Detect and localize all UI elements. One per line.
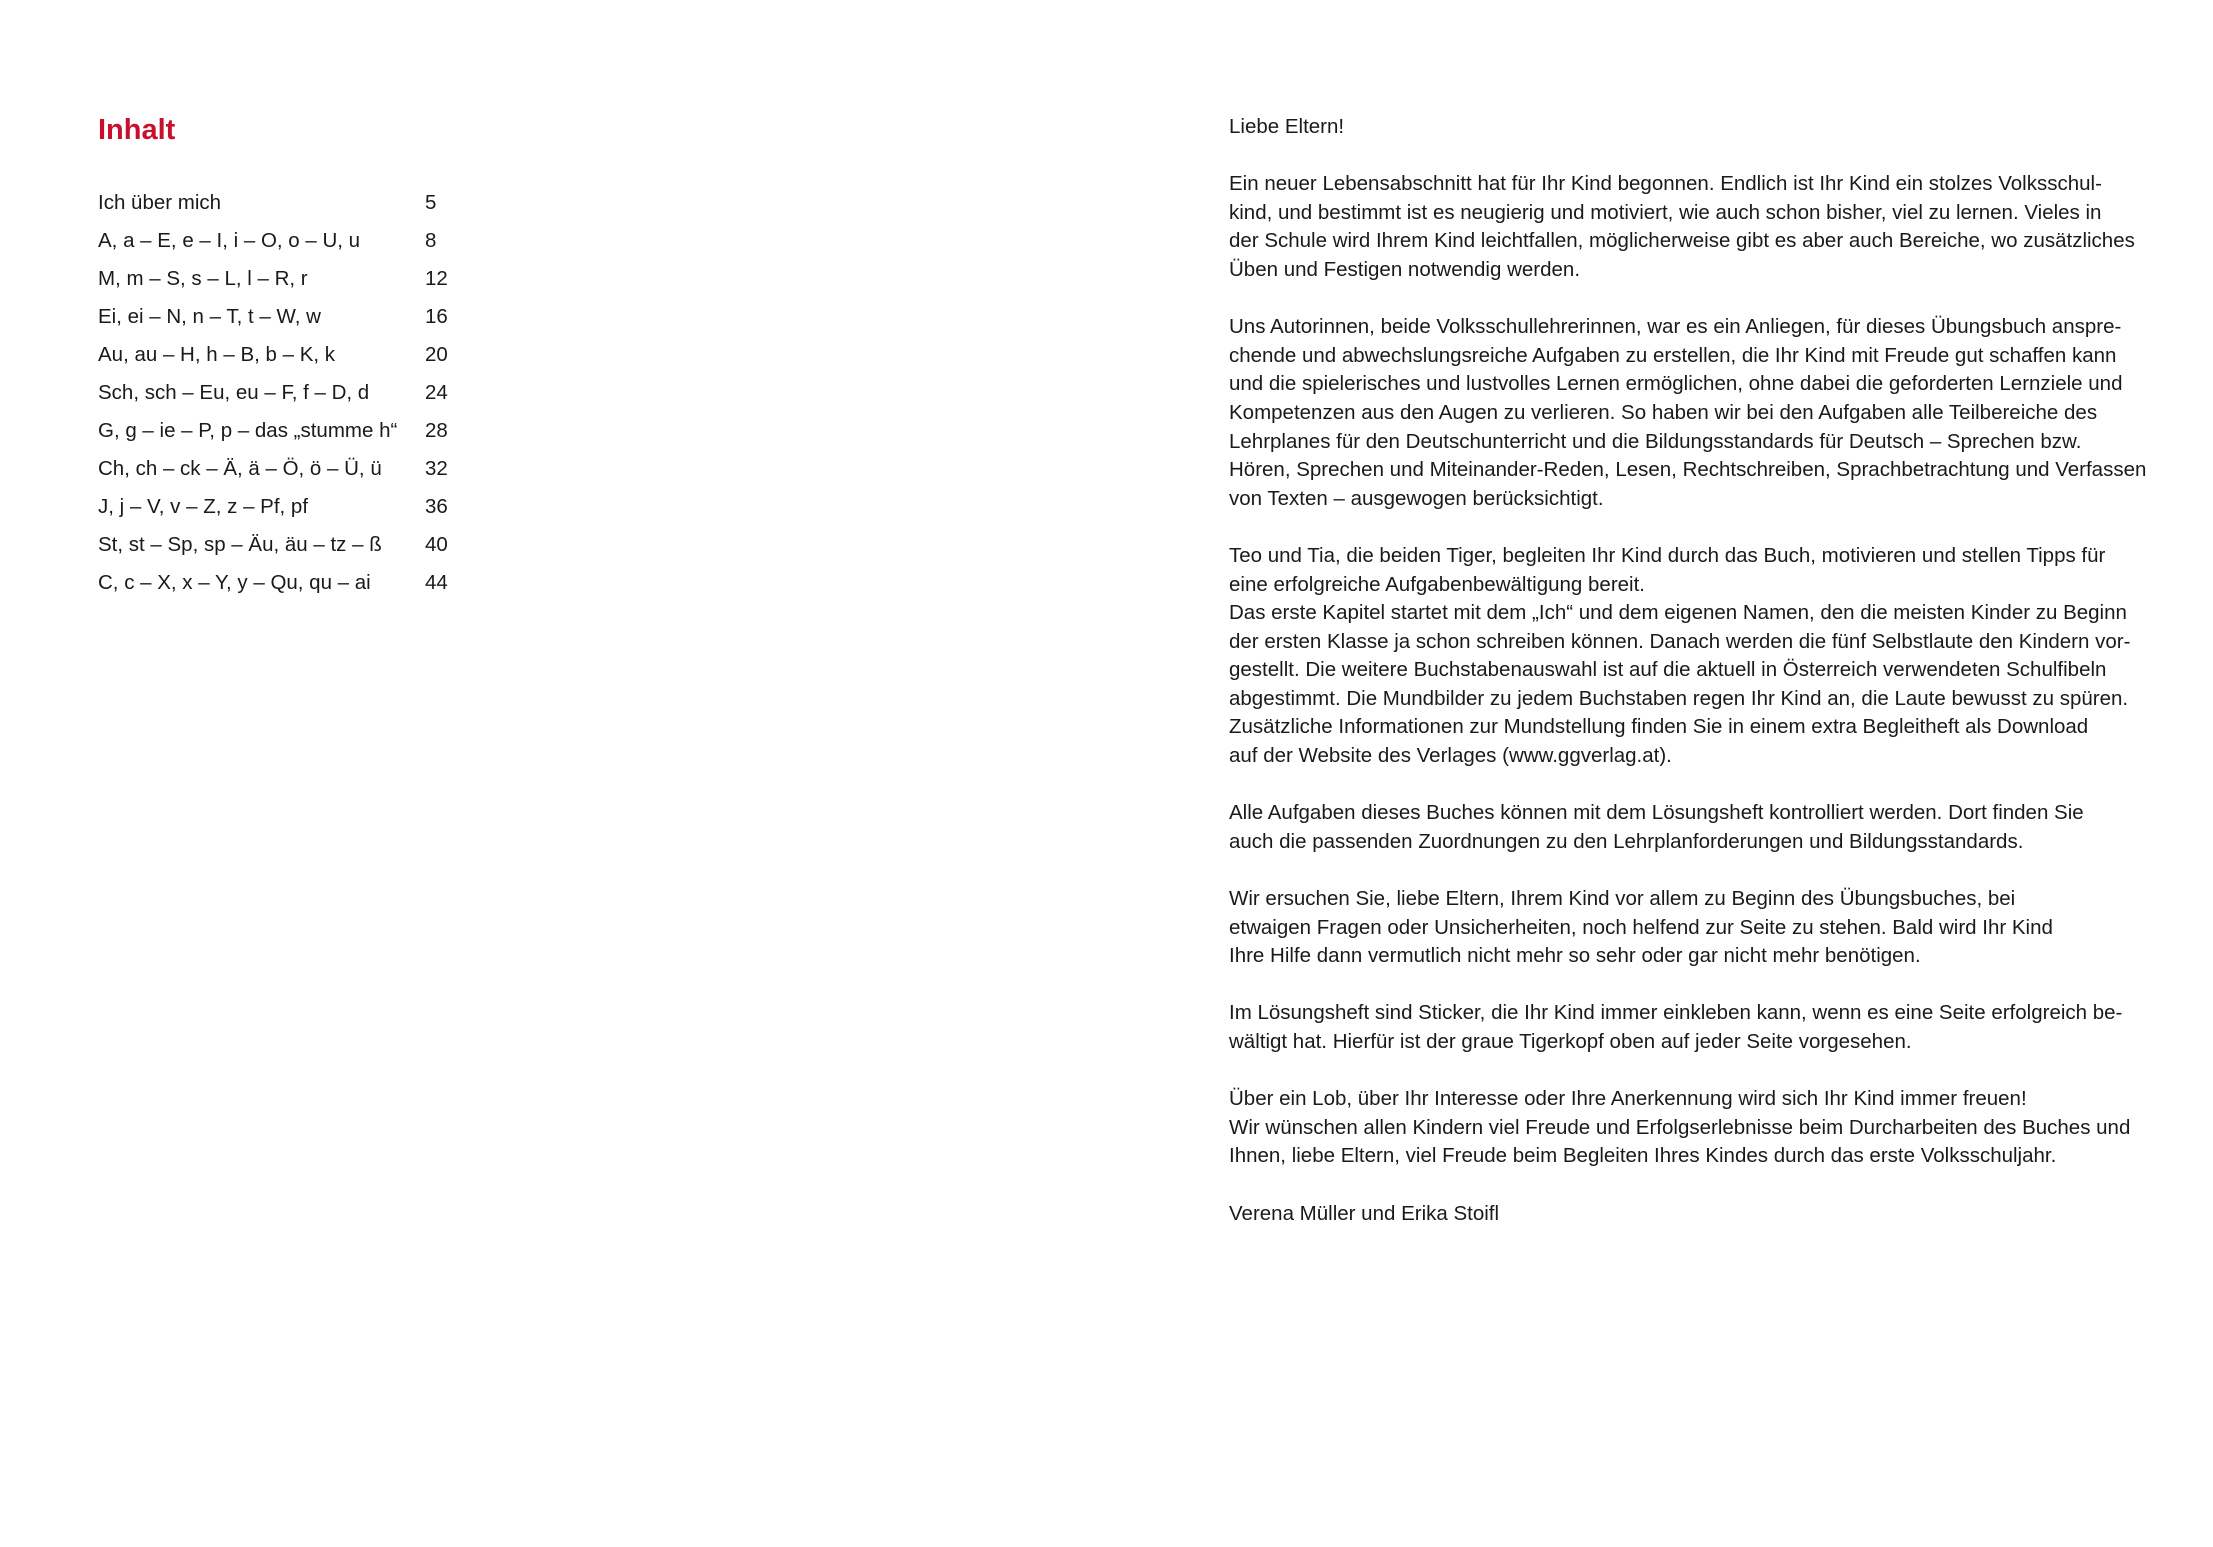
toc-entry-page: 16 <box>425 305 448 328</box>
text-line: Wir wünschen allen Kindern viel Freude und Erfolgserlebnisse beim Durcharbeiten des Buches und <box>1229 1115 2131 1139</box>
toc-entry-page: 8 <box>425 229 437 252</box>
toc-entry-label: M, m – S, s – L, l – R, r <box>98 267 308 290</box>
toc-entry-page: 28 <box>425 419 448 442</box>
letter-paragraph-1 <box>1229 170 2169 284</box>
toc-entry-label: Sch, sch – Eu, eu – F, f – D, d <box>98 381 370 404</box>
toc-entry-page: 20 <box>425 343 448 366</box>
text-line: Ein neuer Lebensabschnitt hat für Ihr Kind begonnen. Endlich ist Ihr Kind ein stolzes Volksschul- <box>1229 172 2102 196</box>
toc-entry-page: 36 <box>425 495 448 518</box>
toc-entry-label: St, st – Sp, sp – Äu, äu – tz – ß <box>98 533 382 556</box>
toc-list <box>98 184 498 602</box>
text-line: etwaigen Fragen oder Unsicherheiten, noch helfend zur Seite zu stehen. Bald wird Ihr Kind <box>1229 915 2053 939</box>
toc-entry-label: G, g – ie – P, p – das „stumme h“ <box>98 419 398 442</box>
toc-entry-page: 12 <box>425 267 448 290</box>
toc-entry-page: 32 <box>425 457 448 480</box>
letter-paragraph-2 <box>1229 313 2169 513</box>
toc-entry <box>98 526 498 564</box>
toc-entry <box>98 336 498 374</box>
toc-entry <box>98 222 498 260</box>
text-line: Teo und Tia, die beiden Tiger, begleiten Ihr Kind durch das Buch, motivieren und stellen Tipps für <box>1229 543 2106 567</box>
text-line: und die spielerisches und lustvolles Lernen ermöglichen, ohne dabei die geforderten Lernziele und <box>1229 372 2123 396</box>
letter-greeting <box>1229 113 2169 142</box>
letter-paragraph-5 <box>1229 885 2169 971</box>
text-line: auch die passenden Zuordnungen zu den Lehrplanforderungen und Bildungsstandards. <box>1229 829 2024 853</box>
toc-entry <box>98 374 498 412</box>
toc-entry-page: 40 <box>425 533 448 556</box>
text-line: abgestimmt. Die Mundbilder zu jedem Buchstaben regen Ihr Kind an, die Laute bewusst zu spüren. <box>1229 686 2129 710</box>
letter-paragraph-3 <box>1229 542 2169 771</box>
toc-entry <box>98 184 498 222</box>
toc-entry-label: C, c – X, x – Y, y – Qu, qu – ai <box>98 571 371 594</box>
text-line: Zusätzliche Informationen zur Mundstellung finden Sie in einem extra Begleitheft als Download <box>1229 715 2089 739</box>
toc-entry <box>98 412 498 450</box>
toc-entry <box>98 450 498 488</box>
toc-entry <box>98 564 498 602</box>
letter-paragraph-7 <box>1229 1085 2169 1171</box>
toc-entry-page: 44 <box>425 571 448 594</box>
text-line: von Texten – ausgewogen berücksichtigt. <box>1229 486 1604 510</box>
parents-letter <box>1229 113 2169 1228</box>
text-line: Im Lösungsheft sind Sticker, die Ihr Kind immer einkleben kann, wenn es eine Seite erfolgreich be- <box>1229 1001 2123 1025</box>
text-line: auf der Website des Verlages (www.ggverlag.at). <box>1229 744 1672 768</box>
toc-entry-label: A, a – E, e – I, i – O, o – U, u <box>98 229 361 252</box>
text-line: Über ein Lob, über Ihr Interesse oder Ihre Anerkennung wird sich Ihr Kind immer freuen! <box>1229 1087 2027 1111</box>
toc-entry <box>98 298 498 336</box>
text-line: der Schule wird Ihrem Kind leichtfallen, möglicherweise gibt es aber auch Bereiche, wo zusätzliches <box>1229 229 2135 253</box>
toc-entry-label: J, j – V, v – Z, z – Pf, pf <box>98 495 309 518</box>
text-line: der ersten Klasse ja schon schreiben können. Danach werden die fünf Selbstlaute den Kindern vor- <box>1229 629 2131 653</box>
letter-paragraph-6 <box>1229 999 2169 1056</box>
toc-entry-page: 5 <box>425 191 437 214</box>
text-line: Alle Aufgaben dieses Buches können mit dem Lösungsheft kontrolliert werden. Dort finden Sie <box>1229 801 2084 825</box>
toc-entry-label: Ch, ch – ck – Ä, ä – Ö, ö – Ü, ü <box>98 457 382 480</box>
text-line: Verena Müller und Erika Stoifl <box>1229 1201 1500 1225</box>
text-line: Hören, Sprechen und Miteinander-Reden, Lesen, Rechtschreiben, Sprachbetrachtung und Verfassen <box>1229 458 2147 482</box>
text-line: gestellt. Die weitere Buchstabenauswahl ist auf die aktuell in Österreich verwendeten Schulfibeln <box>1229 658 2107 682</box>
toc-entry <box>98 260 498 298</box>
toc-entry-page: 24 <box>425 381 448 404</box>
text-line: Das erste Kapitel startet mit dem „Ich“ und dem eigenen Namen, den die meisten Kinder zu Beginn <box>1229 601 2127 625</box>
text-line: chende und abwechslungsreiche Aufgaben zu erstellen, die Ihr Kind mit Freude gut schaffen kann <box>1229 343 2117 367</box>
text-line: Wir ersuchen Sie, liebe Eltern, Ihrem Kind vor allem zu Beginn des Übungsbuches, bei <box>1229 887 2016 911</box>
letter-paragraph-4 <box>1229 799 2169 856</box>
left-page <box>0 0 1106 1547</box>
right-page <box>1106 0 2213 1547</box>
text-line: Lehrplanes für den Deutschunterricht und die Bildungsstandards für Deutsch – Sprechen bzw. <box>1229 429 2082 453</box>
text-line: wältigt hat. Hierfür ist der graue Tigerkopf oben auf jeder Seite vorgesehen. <box>1229 1030 1912 1053</box>
text-line: eine erfolgreiche Aufgabenbewältigung bereit. <box>1229 572 1645 596</box>
text-line: kind, und bestimmt ist es neugierig und motiviert, wie auch schon bisher, viel zu lernen. Vieles in <box>1229 200 2102 224</box>
text-line: Ihre Hilfe dann vermutlich nicht mehr so sehr oder gar nicht mehr benötigen. <box>1229 944 1921 968</box>
text-line: Üben und Festigen notwendig werden. <box>1229 257 1581 281</box>
toc-title: Inhalt <box>98 114 176 146</box>
text-line: Uns Autorinnen, beide Volksschullehrerinnen, war es ein Anliegen, für dieses Übungsbuch anspre- <box>1229 315 2122 339</box>
toc-entry <box>98 488 498 526</box>
text-line: Ihnen, liebe Eltern, viel Freude beim Begleiten Ihres Kindes durch das erste Volksschuljahr. <box>1229 1144 2057 1168</box>
toc-entry-label: Ei, ei – N, n – T, t – W, w <box>98 305 321 328</box>
letter-signature <box>1229 1200 2169 1229</box>
toc-entry-label: Ich über mich <box>98 191 222 214</box>
text-line: Liebe Eltern! <box>1229 115 1345 138</box>
text-line: Kompetenzen aus den Augen zu verlieren. So haben wir bei den Aufgaben alle Teilbereiche des <box>1229 400 2098 424</box>
toc-entry-label: Au, au – H, h – B, b – K, k <box>98 343 336 366</box>
